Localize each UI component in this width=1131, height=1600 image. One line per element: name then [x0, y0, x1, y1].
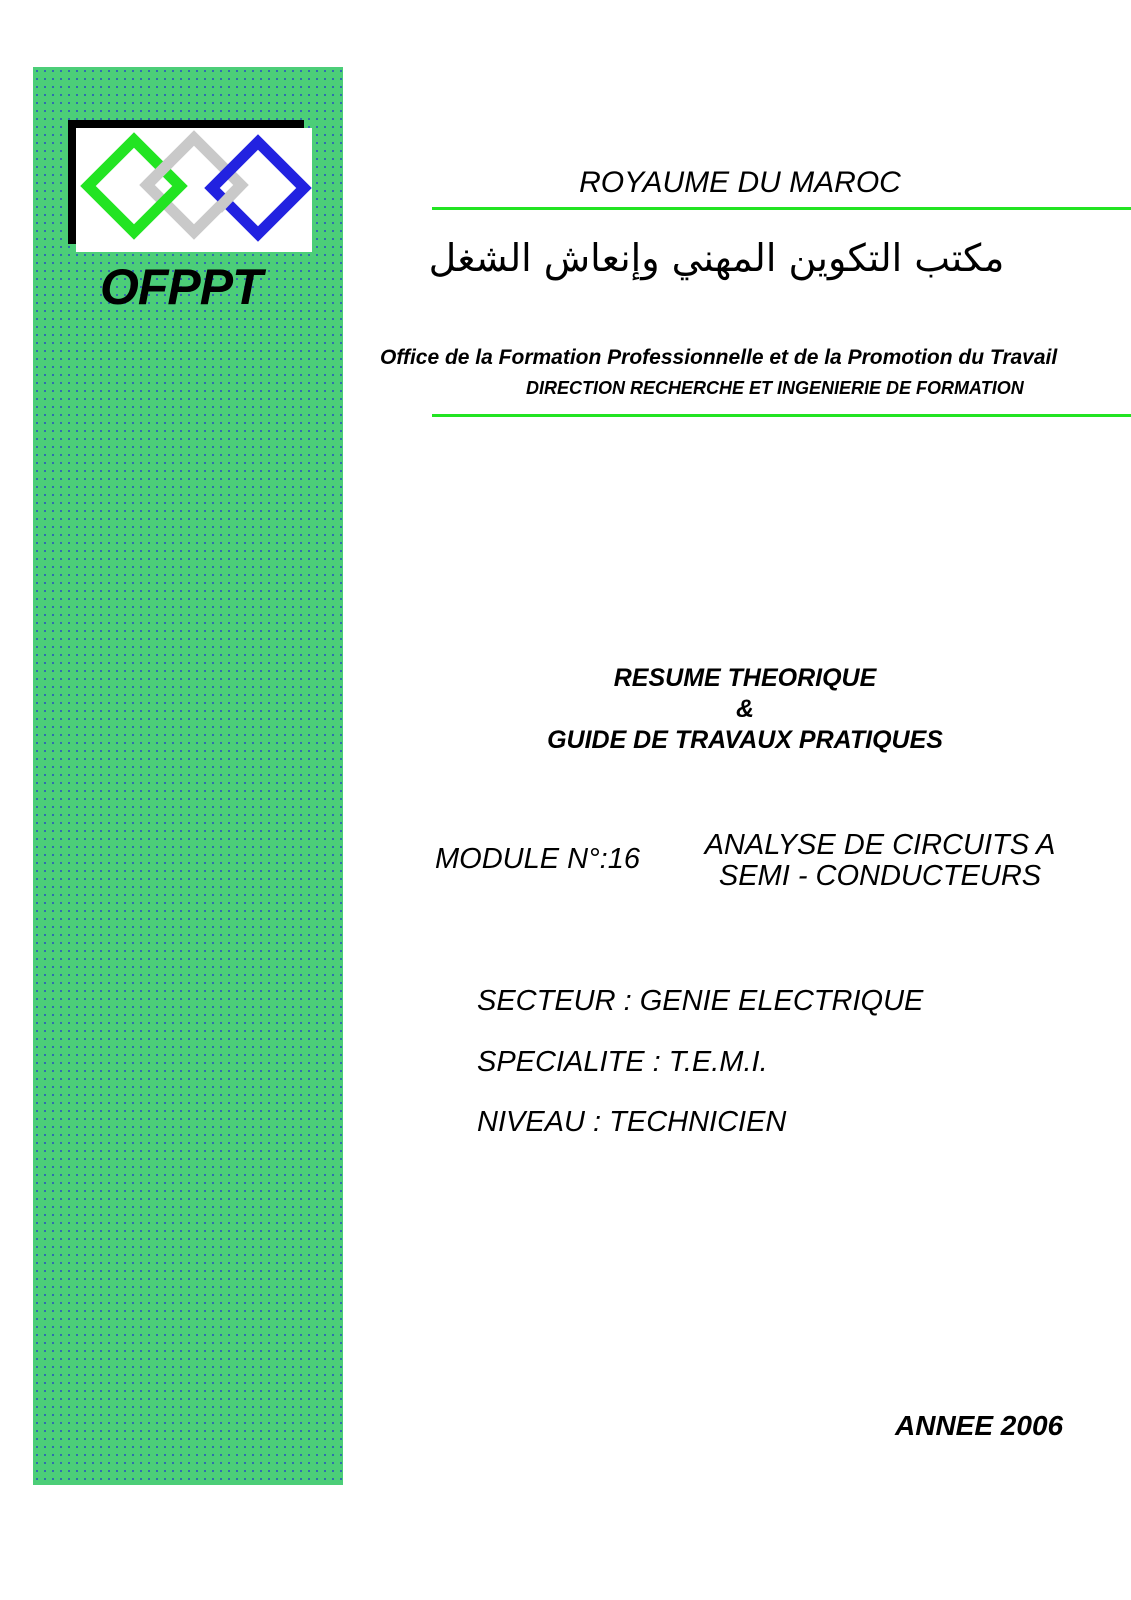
- module-name-line-2: SEMI - CONDUCTEURS: [718, 860, 1042, 892]
- niveau-line: NIVEAU : TECHNICIEN: [477, 1106, 787, 1138]
- country-heading: ROYAUME DU MAROC: [579, 166, 901, 199]
- title-line-3: GUIDE DE TRAVAUX PRATIQUES: [547, 726, 943, 754]
- top-divider: [432, 207, 1131, 210]
- module-name: [680, 830, 1080, 892]
- secteur-line: SECTEUR : GENIE ELECTRIQUE: [477, 985, 924, 1017]
- title-line-2: &: [735, 695, 755, 723]
- module-name-line-1: ANALYSE DE CIRCUITS A: [704, 829, 1056, 861]
- direction-name: DIRECTION RECHERCHE ET INGENIERIE DE FORMATION: [526, 378, 1024, 398]
- logo-face: [76, 128, 312, 252]
- ofppt-interlocked-squares-icon: [76, 128, 312, 252]
- logo-text: OFPPT: [100, 259, 262, 315]
- office-name: Office de la Formation Professionnelle et de la Promotion du Travail: [380, 346, 1058, 369]
- specialite-line: SPECIALITE : T.E.M.I.: [477, 1046, 768, 1078]
- arabic-organization-name: مكتب التكوين المهني وإنعاش الشغل: [428, 236, 1005, 280]
- ofppt-logo: [68, 120, 304, 254]
- module-number: MODULE N°:16: [435, 843, 640, 875]
- bottom-divider: [432, 414, 1131, 417]
- year-label: ANNEE 2006: [895, 1410, 1064, 1441]
- title-line-1: RESUME THEORIQUE: [613, 664, 877, 692]
- document-title: [480, 663, 1010, 756]
